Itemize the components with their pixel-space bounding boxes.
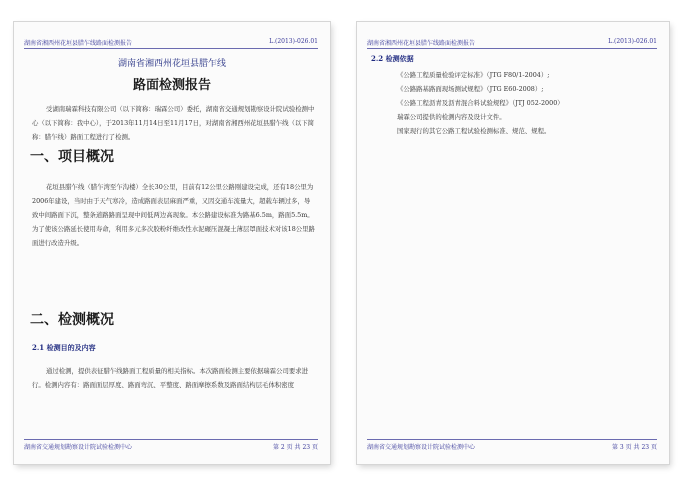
report-title-line2: 路面检测报告 [132, 78, 211, 93]
footer-page-number: 第 3 页 共 23 页 [612, 444, 657, 451]
project-overview-paragraph: 花垣县腊乍线（腊乍湾至乍沟楼）全长30公里，目前有12公里公路刚建设完成，还有18公里为2006年建设，当时由于天气寒冷，造成路面表层麻面严重，又因交通车流量大，超载车辆过多，导致中间路面下沉，整条道路路面呈现中间低两边高现象。本公路建设标准为路基6.5m，路面5.5m。为了使该公路延长使用寿命，利用多元多次胶粉纤维改性水泥碾压混凝土薄层罩面技术对该18公里路面进行改造升级。 [32, 183, 315, 247]
report-title-line1: 湖南省湘西州花垣县腊乍线 [117, 59, 226, 69]
page-header [24, 36, 318, 49]
subsection-2-1-heading: 2.1 检测目的及内容 [32, 343, 96, 352]
report-page-3 [357, 22, 669, 464]
footer-organization: 湖南省交通规划勘察设计院试验检测中心 [24, 444, 133, 451]
subsection-2-2-heading: 2.2 检测依据 [371, 54, 414, 63]
basis-item: 《公路工程沥青及沥青混合料试验规程》（JTJ 052-2000） [397, 99, 564, 107]
basis-item: 瑞霖公司提供的检测内容及设计文件。 [397, 113, 506, 121]
footer-organization: 湖南省交通规划勘察设计院试验检测中心 [367, 444, 476, 451]
detection-purpose-paragraph: 通过检测，提供表征腊乍线路面工程质量的相关指标。本次路面检测主要依据瑞霖公司要求进行。检测内容有：路面面层厚度、路面弯沉、平整度、路面摩擦系数及路面结构层毛体积密度 [32, 367, 309, 389]
header-report-number: L.(2013)-026.01 [269, 38, 318, 45]
page-footer [367, 439, 657, 450]
report-page-2 [14, 22, 330, 464]
footer-page-number: 第 2 页 共 23 页 [273, 444, 318, 451]
page-footer [24, 439, 318, 450]
page-header [367, 36, 657, 49]
basis-item: 国家现行的其它公路工程试验检测标准、规范、规程。 [397, 127, 551, 135]
section1-heading: 一、项目概况 [30, 149, 114, 165]
header-report-title: 湖南省湘西州花垣县腊乍线路面检测报告 [367, 40, 476, 47]
basis-item: 《公路路基路面现场测试规程》（JTG E60-2008）; [397, 85, 544, 93]
header-report-title: 湖南省湘西州花垣县腊乍线路面检测报告 [24, 40, 133, 47]
basis-item: 《公路工程质量检验评定标准》（JTG F80/1-2004）; [397, 71, 550, 79]
section2-heading: 二、检测概况 [30, 312, 114, 328]
header-report-number: L.(2013)-026.01 [608, 38, 657, 45]
intro-paragraph: 受湖南瑞霖科技有限公司（以下简称：瑞霖公司）委托，湖南省交通规划勘察设计院试验检测中心（以下简称：我中心），于2013年11月14日至11月17日，对湖南省湘西州花垣县腊乍线（以下简称：腊乍线）路面工程进行了检测。 [32, 105, 315, 141]
